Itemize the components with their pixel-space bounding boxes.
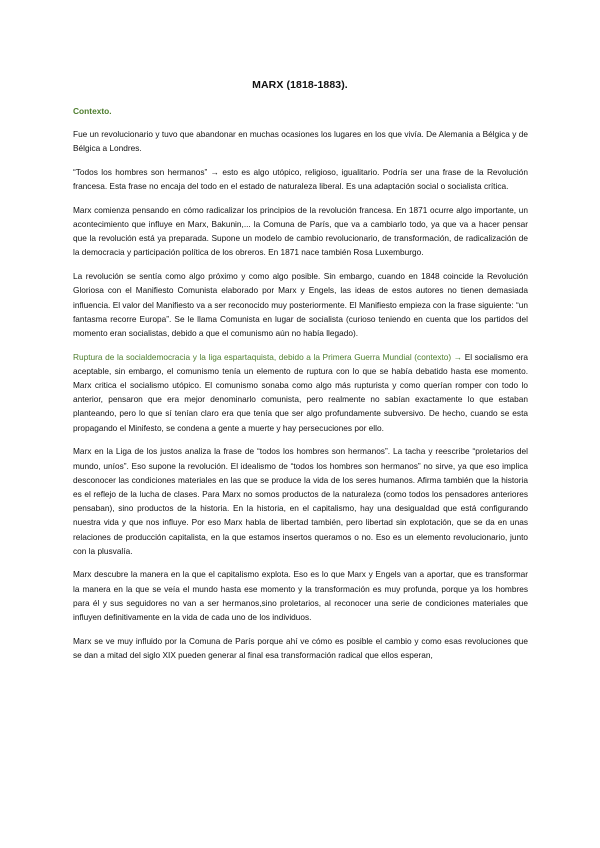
paragraph-text: Marx descubre la manera en la que el capitalismo explota. Eso es lo que Marx y Engels van a aportar, que es transformar la manera en la que se veía el mundo hasta ese momento y la transformación es muy profunda, porque ya los hombres para él y sus seguidores no van a ser hermanos,sino proletarios, al reconocer una serie de condiciones materiales que influyen definitivamente en la vida de cada uno de los individuos. (73, 569, 528, 623)
paragraph-text: La revolución se sentía como algo próximo y como algo posible. Sin embargo, cuando en 1848 coincide la Revolución Gloriosa con el Manifiesto Comunista elaborado por Marx y Engels, las ideas de estos autores no tienen demasiada influencia. El valor del Manifiesto va a ser reconocido muy posteriormente. El Manifiesto empieza con la frase siguiente: “un fantasma recorre Europa”. Se le llama Comunista en lugar de socialista (curioso teniendo en cuenta que los partidos del momento eran socialistas, debido a que el comunismo aún no había llegado). (73, 271, 528, 338)
paragraph (73, 203, 528, 260)
page-title: MARX (1818-1883). (252, 79, 348, 91)
paragraph (73, 634, 528, 662)
paragraph-text: “Todos los hombres son hermanos” → esto es algo utópico, religioso, igualitario. Podría ser una frase de la Revolución francesa. Esta frase no encaja del todo en el estado de naturaleza liberal. Es una adaptación social o socialista crítica. (73, 166, 528, 192)
paragraph-text: Marx se ve muy influido por la Comuna de París porque ahí ve cómo es posible el cambio y como esas revoluciones que se dan a mitad del siglo XIX pueden generar al final esa transformación radical que ellos esperan, (73, 635, 528, 660)
document-body (73, 127, 528, 672)
paragraph (73, 350, 528, 435)
paragraph (73, 444, 528, 558)
paragraph-text: Marx en la Liga de los justos analiza la frase de “todos los hombres son hermanos”. La tacha y reescribe “proletarios del mundo, uníos”. Eso supone la revolución. El idealismo de “todos los hombres son hermanos” no sirve, ya que eso implica desconocer las condiciones materiales en las que se produce la vida de los seres humanos. Afirma también que la historia es el reflejo de la lucha de clases. Para Marx no somos productos de la naturaleza (como todos los pensadores anteriores pensaban), sino productos de la historia. En la historia, en el capitalismo, hay una desigualdad que está configurando nuestra vida y que nos influye. Por eso Marx habla de libertad también, pero libertad sin explotación, que se da en unas relaciones de producción capitalista, en la que estamos insertos queramos o no. Eso es un elemento revolucionario, junto con la plusvalía. (73, 446, 528, 556)
section-heading: Contexto. (73, 106, 112, 116)
paragraph-text: El socialismo era aceptable, sin embargo, el comunismo tenía un elemento de ruptura con lo que se había debatido hasta ese momento. Marx critica el socialismo utópico. El comunismo sonaba como algo más rupturista y como querían romper con todo lo anterior, pensaron que era mejor denominarlo comunista, pero realmente no sabían exactamente lo que estaban planteando, pero lo que sí tenían claro era que tenía que ser algo profundamente subversivo. De hecho, cuando se esta propagando el Minifesto, se condena a gente a muerte y hay persecuciones por ello. (73, 351, 529, 433)
paragraph (73, 269, 528, 340)
paragraph (73, 567, 528, 624)
paragraph-text: Fue un revolucionario y tuvo que abandonar en muchas ocasiones los lugares en los que vivía. De Alemania a Bélgica y de Bélgica a Londres. (73, 129, 528, 154)
paragraph (73, 165, 528, 193)
paragraph-lead-heading: Ruptura de la socialdemocracia y la liga espartaquista, debido a la Primera Guerra Mundial (contexto) → (73, 351, 463, 362)
paragraph (73, 127, 528, 155)
paragraph-text: Marx comienza pensando en cómo radicalizar los principios de la revolución francesa. En 1871 ocurre algo importante, un acontecimiento que influye en Marx, Bakunin,... la Comuna de París, que va a cambiarlo todo, ya que va a hacer pensar que la revolución está ya preparada. Supone un modelo de cambio revolucionario, de transformación, de radicalización de la democracia y participación política de los obreros. En 1871 nace también Rosa Luxemburgo. (73, 204, 528, 258)
